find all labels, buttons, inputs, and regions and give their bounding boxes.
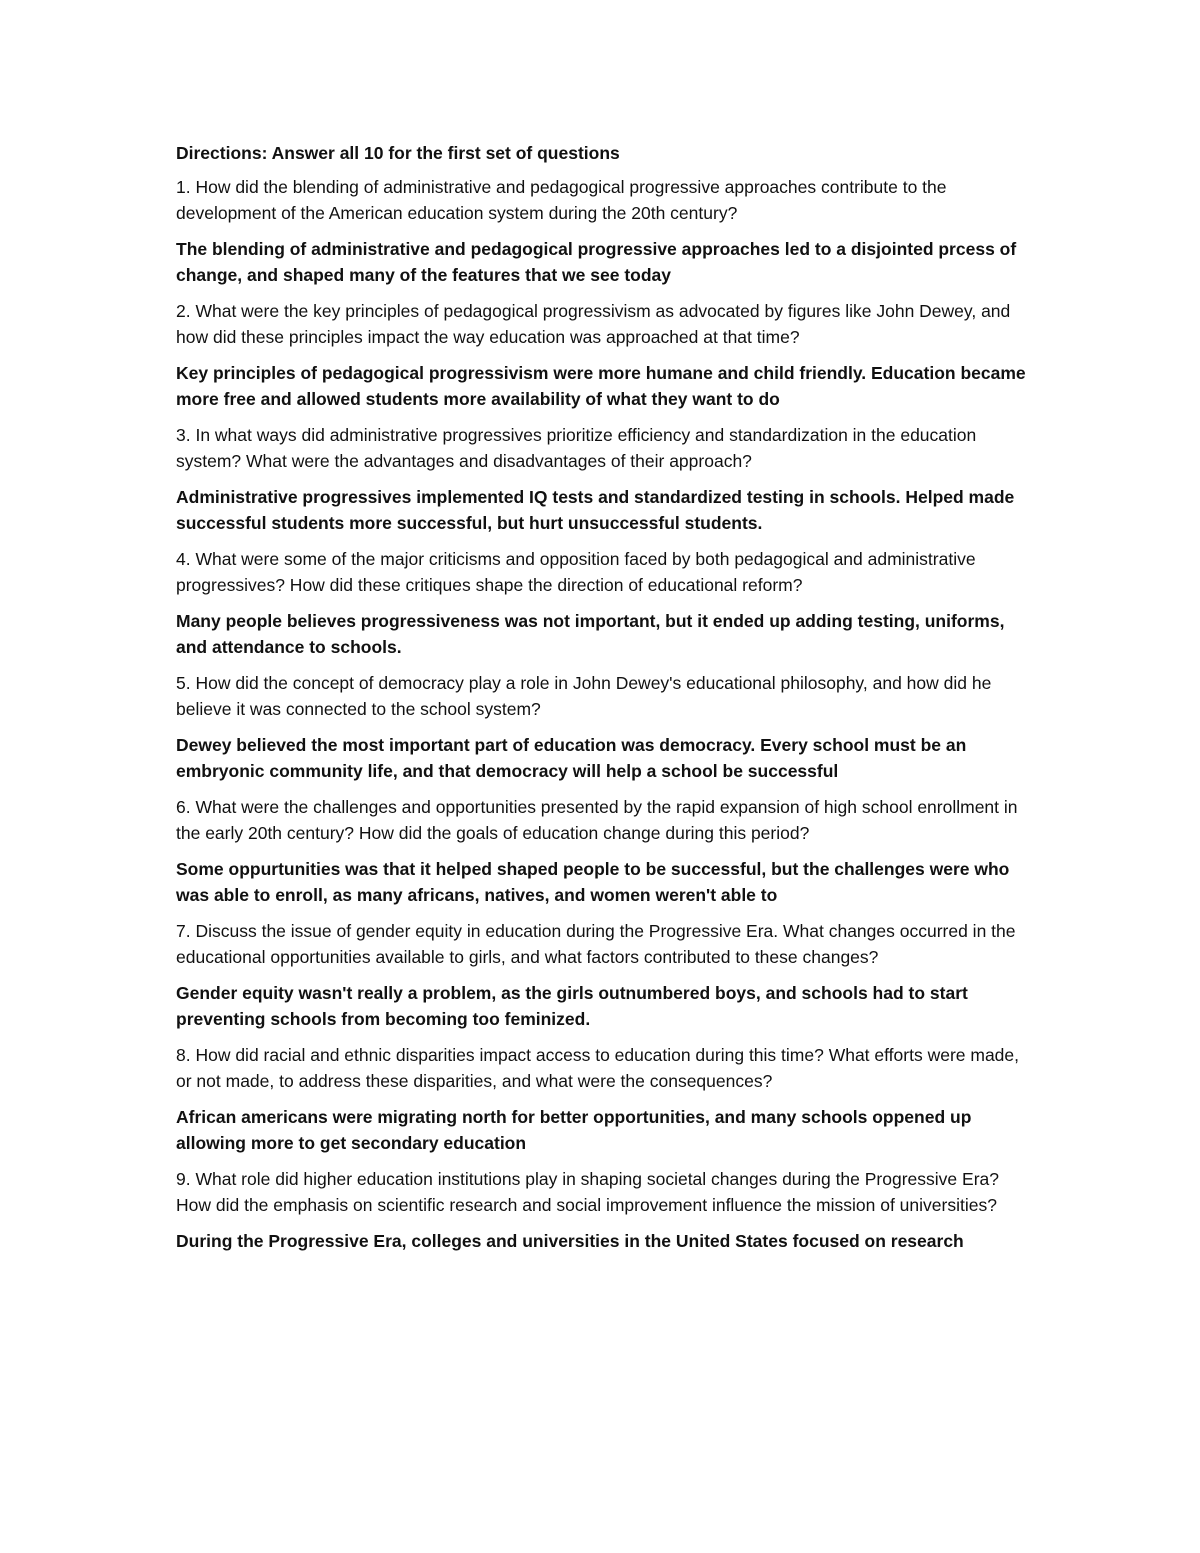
answer-5: Dewey believed the most important part of education was democracy. Every school must be an embryonic community life, and that democracy will help a school be successful [176, 735, 967, 781]
question-7: 7. Discuss the issue of gender equity in education during the Progressive Era. What changes occurred in the educational opportunities available to girls, and what factors contributed to these changes? [176, 921, 1016, 967]
answer-4: Many people believes progressiveness was not important, but it ended up adding testing, uniforms, and attendance to schools. [176, 611, 1005, 657]
answer-2: Key principles of pedagogical progressivism were more humane and child friendly. Education became more free and allowed students more availability of what they want to do [176, 363, 1026, 409]
question-5: 5. How did the concept of democracy play a role in John Dewey's educational philosophy, and how did he believe it was connected to the school system? [176, 673, 992, 719]
question-1: 1. How did the blending of administrative and pedagogical progressive approaches contribute to the development of the American education system during the 20th century? [176, 177, 947, 223]
document-page [176, 140, 1036, 1264]
qa-item-9 [176, 1166, 1036, 1254]
question-3: 3. In what ways did administrative progressives prioritize efficiency and standardization in the education system? What were the advantages and disadvantages of their approach? [176, 425, 977, 471]
qa-item-3 [176, 422, 1036, 536]
answer-9: During the Progressive Era, colleges and universities in the United States focused on research [176, 1231, 964, 1251]
qa-item-8 [176, 1042, 1036, 1156]
answer-7: Gender equity wasn't really a problem, as the girls outnumbered boys, and schools had to start preventing schools from becoming too feminized. [176, 983, 968, 1029]
qa-item-7 [176, 918, 1036, 1032]
question-2: 2. What were the key principles of pedagogical progressivism as advocated by figures like John Dewey, and how did these principles impact the way education was approached at that time? [176, 301, 1011, 347]
question-9: 9. What role did higher education institutions play in shaping societal changes during the Progressive Era? How did the emphasis on scientific research and social improvement influence the mission of universities? [176, 1169, 999, 1215]
question-6: 6. What were the challenges and opportunities presented by the rapid expansion of high school enrollment in the early 20th century? How did the goals of education change during this period? [176, 797, 1018, 843]
question-8: 8. How did racial and ethnic disparities impact access to education during this time? What efforts were made, or not made, to address these disparities, and what were the consequences? [176, 1045, 1020, 1091]
answer-1: The blending of administrative and pedagogical progressive approaches led to a disjointed prcess of change, and shaped many of the features that we see today [176, 239, 1017, 285]
question-4: 4. What were some of the major criticisms and opposition faced by both pedagogical and administrative progressives? How did these critiques shape the direction of educational reform? [176, 549, 976, 595]
directions-heading: Directions: Answer all 10 for the first set of questions [176, 143, 620, 163]
answer-8: African americans were migrating north for better opportunities, and many schools oppened up allowing more to get secondary education [176, 1107, 972, 1153]
qa-item-6 [176, 794, 1036, 908]
answer-6: Some oppurtunities was that it helped shaped people to be successful, but the challenges were who was able to enroll, as many africans, natives, and women weren't able to [176, 859, 1010, 905]
qa-item-4 [176, 546, 1036, 660]
qa-item-1 [176, 174, 1036, 288]
qa-item-5 [176, 670, 1036, 784]
answer-3: Administrative progressives implemented IQ tests and standardized testing in schools. Helped made successful students more successful, but hurt unsuccessful students. [176, 487, 1015, 533]
qa-item-2 [176, 298, 1036, 412]
